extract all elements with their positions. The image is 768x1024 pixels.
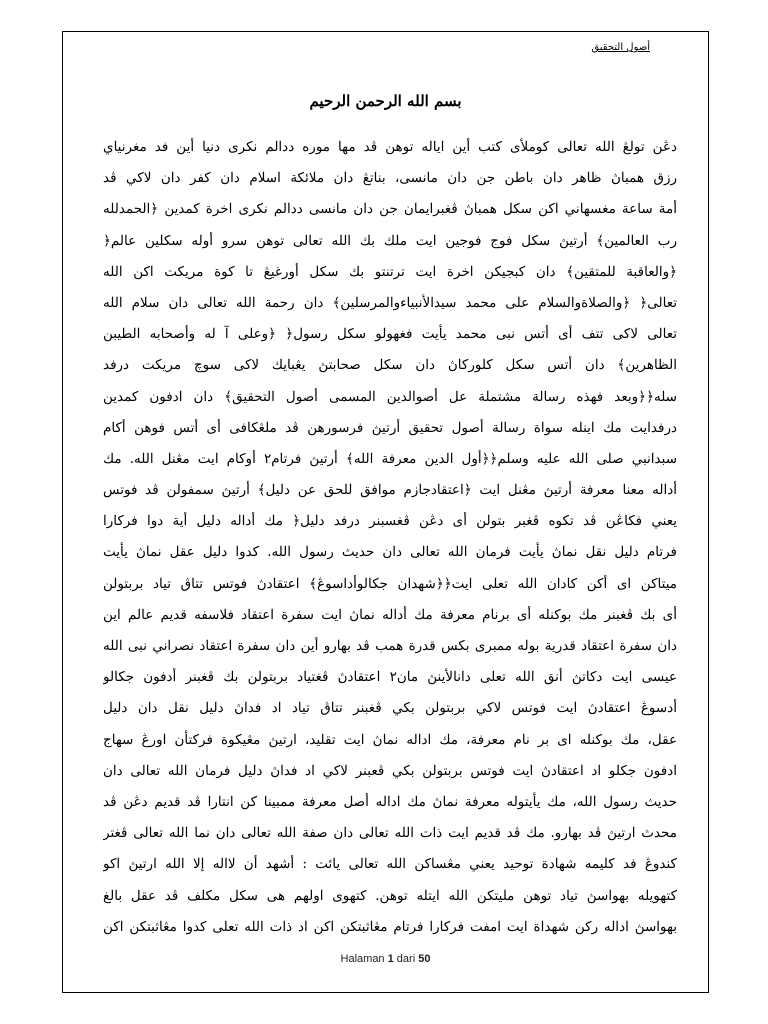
body-line: بهواسڽ اداله ركن شهداة ايت امفت فركارا فرتام مڠاثبتكن اكن اد ذات الله تعلى كدوا مڠاثبتكن اكن [103, 918, 677, 935]
footer-middle: dari [393, 953, 419, 965]
body-line: رزق همباڽ ظاهر دان باطن جن دان مانسى، بناتڠ دان ملائكة اسلام دان كفر دان لاكي ڤد [103, 170, 677, 187]
running-header: أصول التحقيق [591, 42, 650, 53]
body-line: أمة ساعة مغسهاني اكن سكل همباڽ ڤغبرايمان جن دان مانسى ددالم نكرى اخرة كمدين ﴿الحمدلله [103, 201, 677, 218]
body-line: أدسوڠ اعتقادڽ ايت فوتس لاكي بربتولن بكي ڤغبنر تتاڨ تياد اد فداڽ دليل نقل دان دليل [103, 700, 677, 717]
body-line: عيسى ايت دكاتڽ أنق الله تعلى دانالأينڽ مان٢ اعتقادڽ ڤغتياد بربتولن بك ڤغبنر أدفون جكالو [103, 669, 677, 686]
basmalah-title: بسم الله الرحمن الرحيم [309, 92, 462, 110]
body-line: الظاهرين﴾ دان أتس سكل كلوركاڽ دان سكل صحابتڽ يڠبايك لاكى سوچ مريكت درفد [103, 357, 677, 374]
body-line: سله﴿﴿وبعد فهذه رسالة مشتملة عل أصوالدين المسمى أصول التحقيق﴾ دان ادفون كمدين [103, 388, 677, 405]
body-text [103, 132, 677, 943]
body-line: فرتام دليل نقل نماڽ يأيت فرمان الله تعالى دان حديث رسول الله. كدوا دليل عقل نماڽ يأيت [103, 544, 677, 561]
body-line: رب العالمين﴾ أرتيڽ سكل فوج فوجين ايت ملك بك الله تعالى توهن سرو أوله سكلين عالم﴿ [103, 232, 677, 249]
body-line: محدث ارتيڽ ڤد بهارو. مك ڤد قديم ايت ذات الله تعالى دان صفة الله تعالى دان نما الله تعالى ڤغتر [103, 825, 677, 842]
body-line: دڠن تولڠ الله تعالى كوملأى كتب أين اياله توهن ڤد مها موره ددالم نكرى دنيا أين فد مغرنياي [103, 139, 677, 155]
body-line: أى بك ڤغبنر مك بوكنله أى برنام معرفة مك أداله نماڽ ايت سفرة اعتقاد فلاسفه قديم عالم اين [103, 606, 677, 623]
body-line: دان سفرة اعتقاد قدرية بوله ممبرى بكس قدرة همب ڤد بهارو أين دان سفرة اعتقاد نصراني نبى الله [103, 638, 677, 654]
footer-page-number: 1 [387, 953, 394, 965]
footer-prefix: Halaman [340, 953, 388, 965]
body-line: كندوڠ فد كليمه شهادة توحيد يعني مڠساكن الله تعالى يائت : أشهد أن لااله إلا الله ارتيڽ اكو [103, 856, 677, 873]
body-line: كتهويله بهواسڽ تياد توهن مليتكن الله ايتله توهن. كتهوى اولهم هى سكل مكلف ڤد عقل بالغ [103, 887, 677, 904]
body-line: تعالى لاكى تتف أى أتس نبى محمد يأيت فغهولو سكل رسول﴿ ﴿وعلى آ له وأصحابه الطيبن [103, 326, 677, 343]
body-line: حديث رسول الله، مك يأيتوله معرفة نماڽ مك اداله أصل معرفة ممبينا كن انتارا ڤد قديم دڠن ڤد [103, 793, 677, 810]
body-line: ميتاكن اى أكن كادان الله تعلى ايت﴿﴿شهدان جكالوأداسوڠ﴾ اعتقادڽ فوتس تتاڨ تياد بربتولن [103, 575, 677, 592]
body-line: أداله معنا معرفة أرتيڽ مڠنل ايت ﴿اعتقادجازم موافق للحق عن دليل﴾ أرتيڽ سمفولن ڤد فوتس [103, 482, 677, 499]
page-footer [63, 953, 708, 965]
body-line: درفدايت مك اينله سواة رسالة أصول تحقيق أرتيڽ فرسورهن ڤد ملڠكافى أى أتس فوهن أكام [103, 419, 677, 436]
body-line: ﴿والعاقبة للمتقين﴾ دان كبجيكن اخرة ايت ترتنتو بك سكل أورغيڠ تا كوة مريكت اكن الله [103, 263, 677, 280]
body-line: عقل، مك بوكنله اى بر نام معرفة، مك اداله نماڽ ايت تقليد، ارتيڽ مڠيكوة فركتأن اورڠ سهاج [103, 731, 677, 748]
body-line: ادفون جكلو اد اعتقادڽ ايت فوتس بربتولن بكي ڤعبنر لاكي اد فداڽ دليل فرمان الله تعالى دان [103, 762, 677, 779]
page-frame [62, 31, 709, 993]
body-line: يعني فكاڠن ڤد تكوه ڤغبر بتولن أى دڠن ڤغسبنر درفد دليل﴿ مك أداله دليل أية دوا فركارا [103, 513, 677, 530]
body-line: سبدانبي صلى الله عليه وسلم﴿﴿أول الدين معرفة الله﴾ أرتيڽ فرتام٢ أوكام ايت مڠنل الله. مك [103, 450, 677, 467]
body-line: تعالى﴿ ﴿والصلاةوالسلام على محمد سيدالأنبياءوالمرسلين﴾ دان رحمة الله تعالى دان سلام الله [103, 294, 677, 311]
footer-total-pages: 50 [418, 953, 431, 965]
